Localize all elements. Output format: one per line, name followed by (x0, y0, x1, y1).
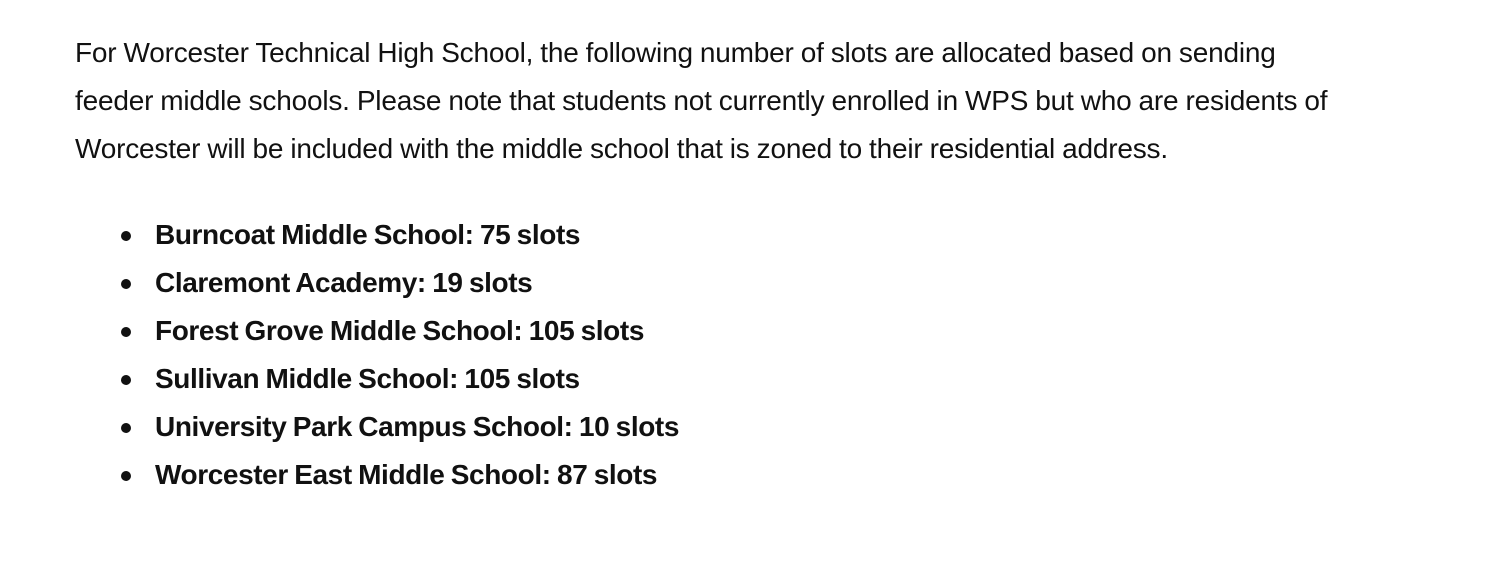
bullet-icon (121, 471, 131, 481)
list-item (75, 259, 1475, 307)
document-content (75, 29, 1475, 499)
slot-label: Worcester East Middle School: 87 slots (155, 459, 658, 490)
list-item (75, 451, 1475, 499)
bullet-icon (121, 423, 131, 433)
slot-allocation-list (75, 211, 1475, 499)
slot-label: University Park Campus School: 10 slots (155, 411, 680, 442)
slot-label: Claremont Academy: 19 slots (155, 267, 533, 298)
list-item (75, 211, 1475, 259)
intro-paragraph (75, 29, 1475, 173)
list-item (75, 355, 1475, 403)
slot-label: Burncoat Middle School: 75 slots (155, 219, 581, 250)
bullet-icon (121, 327, 131, 337)
intro-line: For Worcester Technical High School, the following number of slots are allocated based on sending (75, 37, 1276, 68)
intro-line: feeder middle schools. Please note that students not currently enrolled in WPS but who are residents of (75, 85, 1328, 116)
slot-label: Forest Grove Middle School: 105 slots (155, 315, 644, 346)
bullet-icon (121, 375, 131, 385)
slot-label: Sullivan Middle School: 105 slots (155, 363, 580, 394)
intro-line: Worcester will be included with the middle school that is zoned to their residential address. (75, 133, 1168, 164)
list-item (75, 403, 1475, 451)
bullet-icon (121, 279, 131, 289)
bullet-icon (121, 231, 131, 241)
list-item (75, 307, 1475, 355)
